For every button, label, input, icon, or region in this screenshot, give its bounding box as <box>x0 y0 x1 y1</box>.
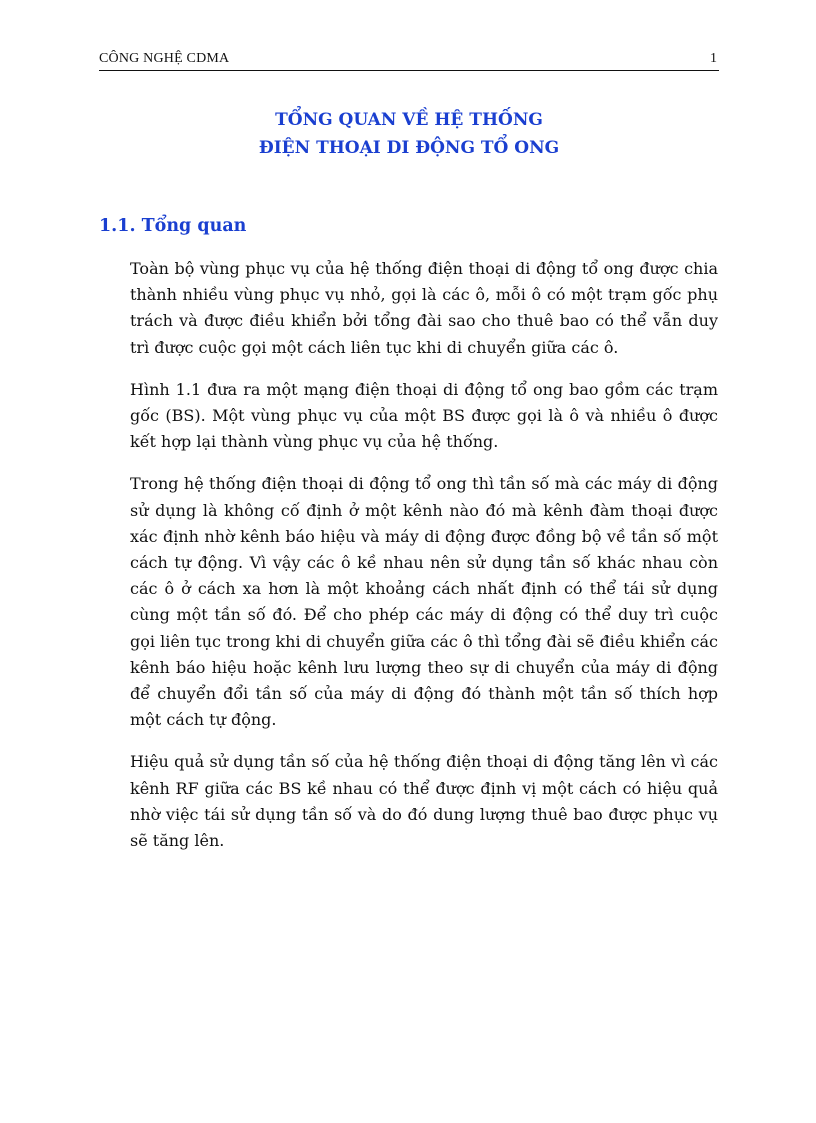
paragraph-2: Hình 1.1 đưa ra một mạng điện thoại di động tổ ong bao gồm các trạm gốc (BS). Một vùng phục vụ của một BS được gọi là ô và nhiều ô được kết hợp lại thành vùng phục vụ của hệ thống. <box>130 379 718 452</box>
page-number: 1 <box>710 51 717 66</box>
paragraph-1: Toàn bộ vùng phục vụ của hệ thống điện thoại di động tổ ong được chia thành nhiều vùng phục vụ nhỏ, gọi là các ô, mỗi ô có một trạm gốc phụ trách và được điều khiển bởi tổng đài sao cho thuê bao có thể vẫn duy trì được cuộc gọi một cách liên tục khi di chuyển giữa các ô. <box>130 259 718 357</box>
title-line-2: ĐIỆN THOẠI DI ĐỘNG TỔ ONG <box>258 138 560 158</box>
section-body <box>130 256 718 870</box>
running-title: CÔNG NGHỆ CDMA <box>99 51 230 66</box>
title-line-1: TỔNG QUAN VỀ HỆ THỐNG <box>275 110 543 130</box>
paragraph-3: Trong hệ thống điện thoại di động tổ ong thì tần số mà các máy di động sử dụng là không cố định ở một kênh nào đó mà kênh đàm thoại được xác định nhờ kênh báo hiệu và máy di động được đồng bộ về tần số một cách tự động. Vì vậy các ô kề nhau nên sử dụng tần số khác nhau còn các ô ở cách xa hơn là một khoảng cách nhất định có thể tái sử dụng cùng một tần số đó. Để cho phép các máy di động có thể duy trì cuộc gọi liên tục trong khi di chuyển giữa các ô thì tổng đài sẽ điều khiển các kênh báo hiệu hoặc kênh lưu lượng theo sự di chuyển của máy di động để chuyển đổi tần số của máy di động đó thành một tần số thích hợp một cách tự động. <box>130 474 718 730</box>
document-title <box>99 106 719 162</box>
page-header <box>99 50 719 71</box>
section-heading: 1.1. Tổng quan <box>99 216 247 236</box>
paragraph-4: Hiệu quả sử dụng tần số của hệ thống điện thoại di động tăng lên vì các kênh RF giữa các BS kề nhau có thể được định vị một cách có hiệu quả nhờ việc tái sử dụng tần số và do đó dung lượng thuê bao được phục vụ sẽ tăng lên. <box>130 752 718 851</box>
